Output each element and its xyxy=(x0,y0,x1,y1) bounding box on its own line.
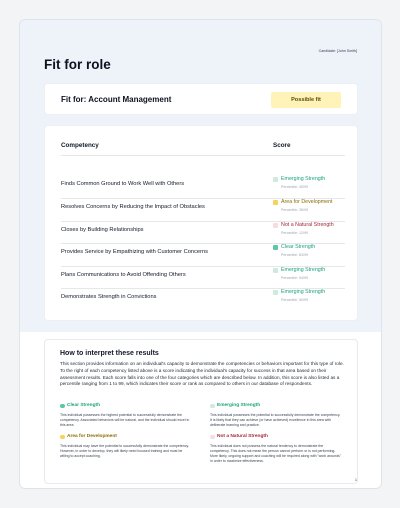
table-row xyxy=(61,266,345,288)
score-indicator-icon xyxy=(273,223,278,228)
legend-description: This individual does not possess the natural tendency to demonstrate the competency. This does not mean the person cannot perform or is not performing. More likely, ongoing support and coaching will be required along with "work arounds" in order to maximize effectiveness. xyxy=(210,444,342,463)
table-row xyxy=(61,243,345,265)
section-title: How to interpret these results xyxy=(60,350,159,357)
legend-emerging-strength xyxy=(210,403,342,428)
competency-name: Closes by Building Relationships xyxy=(61,227,144,233)
percentile: Percentile: 54/99 xyxy=(281,276,308,280)
legend-title: Not a Natural Strength xyxy=(217,434,268,439)
legend-description: This individual may have the potential to successfully demonstrate the competency. However, in order to develop, they will likely need focused training and must be willing to accept coaching. xyxy=(60,444,189,458)
competency-name: Finds Common Ground to Work Well with Others xyxy=(61,181,185,187)
legend-title: Clear Strength xyxy=(67,403,101,408)
competency-name: Plans Communications to Avoid Offending Others xyxy=(61,272,186,278)
column-header-competency: Competency xyxy=(61,142,99,149)
table-row xyxy=(61,288,345,310)
candidate-name: Candidate: [John Smith] xyxy=(318,49,357,53)
percentile: Percentile: 83/99 xyxy=(281,253,308,257)
percentile: Percentile: 45/99 xyxy=(281,185,308,189)
legend-dot-icon xyxy=(210,404,215,409)
legend-description: This individual possesses the potential to successfully demonstrate the competency. It is likely that they can achieve (or have achieved) excellence in this area with deliberate learning and practice. xyxy=(210,413,341,427)
legend-description: This individual possesses the highest potential to successfully demonstrate the competency. Associated behaviors will be natural, and the individual should excel in this area. xyxy=(60,413,190,427)
legend-dot-icon xyxy=(60,404,65,409)
score-label: Emerging Strength xyxy=(281,267,326,273)
score-label: Not a Natural Strength xyxy=(281,222,334,228)
score-label: Clear Strength xyxy=(281,244,316,250)
legend-dot-icon xyxy=(210,435,215,440)
section-body: This section provides information on an individual's capacity to demonstrate the competencies or behaviors important for this type of role. To the right of each competency listed above is a score indicating the individual's capacity for success in that area based on their assessment results. Each score falls into one of the four categories which are described below. In addition, this score is also listed as a percentile ranging from 1 to 99, which indicates their score or rank as compared to others in our database of respondents. xyxy=(60,361,344,387)
legend-title: Area for Development xyxy=(67,434,117,439)
page-title: Fit for role xyxy=(44,57,111,72)
fit-status-badge: Possible fit xyxy=(271,92,341,108)
legend-not-a-natural-strength xyxy=(210,434,342,464)
score-indicator-icon xyxy=(273,245,278,250)
interpretation-section xyxy=(44,339,358,484)
score-indicator-icon xyxy=(273,290,278,295)
table-row xyxy=(61,175,345,197)
competency-name: Demonstrates Strength in Convictions xyxy=(61,294,157,300)
score-indicator-icon xyxy=(273,268,278,273)
percentile: Percentile: 36/99 xyxy=(281,208,308,212)
row-divider xyxy=(61,155,345,156)
competency-name: Resolves Concerns by Reducing the Impact of Obstacles xyxy=(61,204,205,210)
table-row xyxy=(61,221,345,243)
column-header-score: Score xyxy=(273,142,291,149)
competency-table xyxy=(44,125,358,321)
score-label: Emerging Strength xyxy=(281,289,326,295)
fit-label: Fit for: Account Management xyxy=(61,95,172,104)
legend-dot-icon xyxy=(60,435,65,440)
score-label: Emerging Strength xyxy=(281,176,326,182)
score-indicator-icon xyxy=(273,200,278,205)
competency-name: Provides Service by Empathizing with Customer Concerns xyxy=(61,249,208,255)
percentile: Percentile: 12/99 xyxy=(281,231,308,235)
fit-card xyxy=(44,83,358,115)
percentile: Percentile: 50/99 xyxy=(281,298,308,302)
legend-area-for-development xyxy=(60,434,192,459)
page-number: 1 xyxy=(354,478,357,482)
score-label: Area for Development xyxy=(281,199,333,205)
report-page xyxy=(19,19,382,489)
legend-clear-strength xyxy=(60,403,192,428)
legend-title: Emerging Strength xyxy=(217,403,261,408)
table-row xyxy=(61,198,345,220)
score-indicator-icon xyxy=(273,177,278,182)
